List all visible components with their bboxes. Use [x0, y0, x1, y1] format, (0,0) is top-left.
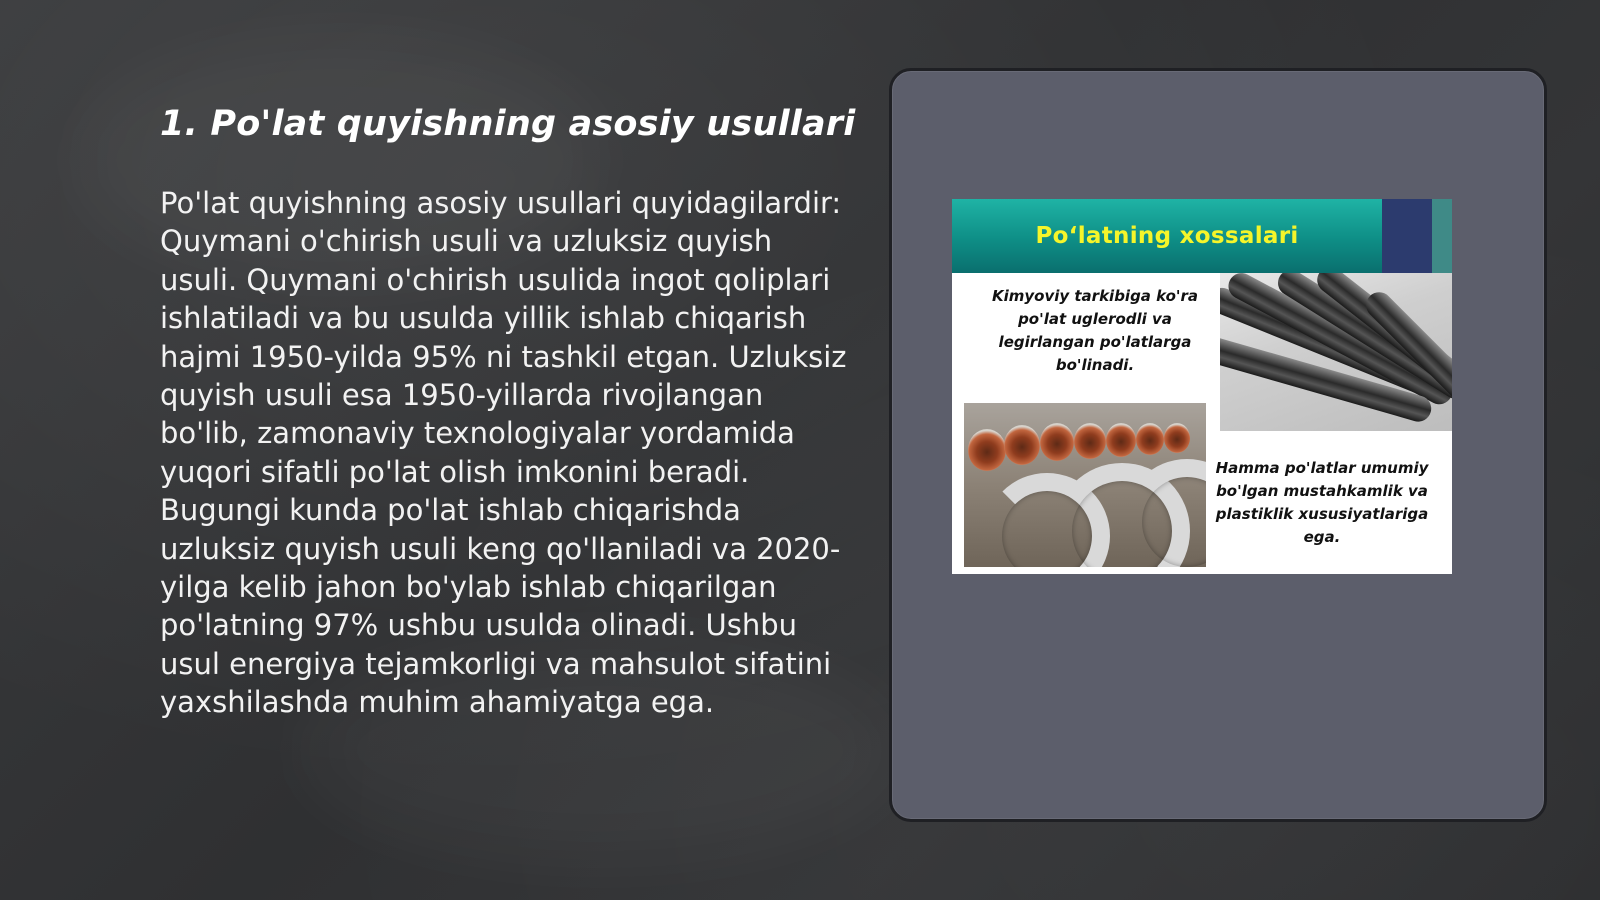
poster-header-accent — [1432, 199, 1452, 273]
steel-bars-photo — [1220, 273, 1452, 431]
slide-body-text: Po'lat quyishning asosiy usullari quyidagilardir: Quymani o'chirish usuli va uzluksiz quyish usuli. Quymani o'chirish usulida ingot qoliplari ishlatiladi va bu usulda yillik ishlab chiqarish hajmi 1950-yilda 95% ni tashkil etgan. Uzluksiz quyish usuli esa 1950-yillarda rivojlangan bo'lib, zamonaviy texnologiyalar yordamida yuqori sifatli po'lat olish imkonini beradi. Bugungi kunda po'lat ishlab chiqarishda uzluksiz quyish usuli keng qo'llaniladi va 2020-yilga kelib jahon bo'ylab ishlab chiqarilgan po'latning 97% ushbu usulda olinadi. Ushbu usul energiya tejamkorligi va mahsulot sifatini yaxshilashda muhim ahamiyatga ega. — [160, 186, 847, 720]
poster-title: Po‘latning xossalari — [1035, 223, 1299, 249]
poster-header — [952, 199, 1382, 273]
poster-caption-properties: Hamma po'latlar umumiy bo'lgan mustahkamlik va plastiklik xususiyatlariga ega. — [1215, 459, 1429, 546]
steel-pipes-photo — [964, 403, 1206, 567]
steel-properties-poster — [952, 199, 1452, 574]
poster-caption-composition: Kimyoviy tarkibiga ko'ra po'lat uglerodli va legirlangan po'latlarga bo'linadi. — [991, 287, 1199, 374]
poster-header-accent — [1382, 199, 1432, 273]
image-panel — [889, 68, 1547, 822]
slide-title: 1. Po'lat quyishning asosiy usullari — [160, 104, 856, 144]
